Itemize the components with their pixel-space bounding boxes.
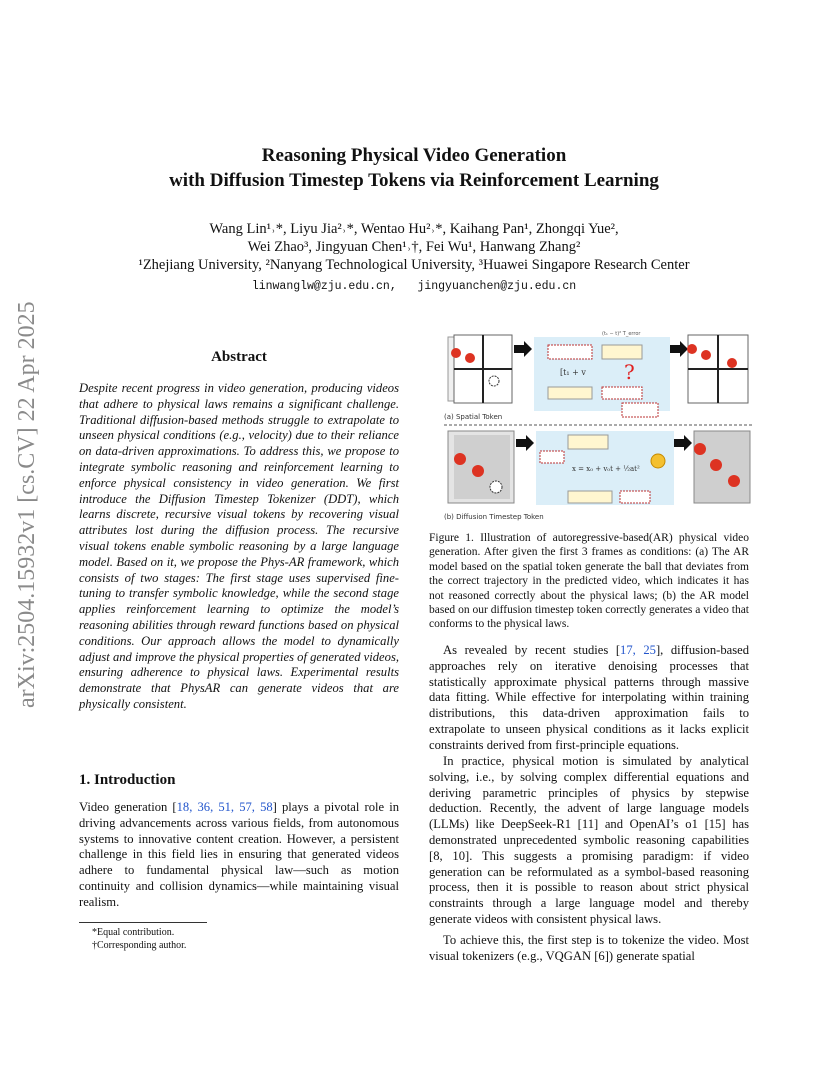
figure-caption: Figure 1. Illustration of autoregressive-based(AR) physical video generation. After given the first 3 frames as conditions: (a) The AR model based on the spatial token generate the ball that deviates from the correct trajectory in the predicted video, which indicates it has not reasoned correctly about the physical laws; (b) the AR model based on our diffusion timestep token correctly generates a video that conforms to the physical laws. (429, 532, 749, 631)
panel-a-output-frames (687, 335, 748, 403)
footnote-equal: *Equal contribution. (92, 927, 175, 938)
panel-b-label: (b) Diffusion Timestep Token (444, 513, 544, 521)
intro-text-a: Video generation [ (79, 800, 177, 814)
top-eq-label: (t₁ − t)² T_error (602, 331, 641, 337)
title-line-1: Reasoning Physical Video Generation (261, 145, 567, 166)
intro-text-b: ] plays a pivotal role in driving advancements across various fields, from autonomous systems to innovative content creation. However, a persistent challenge in this field lies in ensuring that generated videos adhere to fundamental physical law—such as motion continuity and collision dynamics—while maintaining visual realism. (79, 800, 399, 909)
abstract-heading: Abstract (211, 349, 267, 365)
intro-citations[interactable]: 18, 36, 51, 57, 58 (176, 800, 273, 814)
author-block (0, 220, 828, 296)
emails: linwanglw@zju.edu.cn, jingyuanchen@zju.edu.cn (251, 280, 577, 293)
footnote-rule (79, 922, 207, 923)
right-paragraph-2: In practice, physical motion is simulated by analytical solving, i.e., by solving complex differential equations and deriving parametric principles of physics by stepwise deduction. Recently, the advent of large language models (LLMs) like DeepSeek-R1 [11] and OpenAI’s o1 [15] has demonstrated unprecedented symbolic reasoning capabilities [8, 10]. This suggests a promising paradigm: if video generation can be reformulated as a symbol-based reasoning process, then it is possible to reason about strict physical constraints through a large language model and thereby generate videos with consistent physical laws. (429, 754, 749, 926)
authors-line-1: Wang Lin¹˒*, Liyu Jia²˒*, Wentao Hu²˒*, Kaihang Pan¹, Zhongqi Yue², (209, 221, 619, 237)
figure-illustration (444, 331, 754, 523)
arxiv-side-label: arXiv:2504.15932v1 [cs.CV] 22 Apr 2025 (14, 301, 40, 708)
panel-a-label: (a) Spatial Token (444, 413, 503, 421)
panel-b-model-box (536, 431, 674, 505)
figure-1 (444, 331, 754, 523)
title-line-2: with Diffusion Timestep Tokens via Reinforcement Learning (169, 170, 659, 191)
abstract-text: Despite recent progress in video generation, producing videos that adhere to physical laws remains a significant challenge. Traditional diffusion-based methods struggle to extrapolate to unseen physical conditions (e.g., velocity) due to their reliance on data-driven approximations. To address this, we propose to integrate symbolic reasoning and reinforcement learning to enforce physical consistency in video generation. We first introduce the Diffusion Timestep Tokenizer (DDT), which learns discrete, recursive visual tokens by recovering visual attributes lost during the diffusion process. The recursive visual tokens enable symbolic reasoning by a large language model. Based on it, we propose the Phys-AR framework, which consists of two stages: The first stage uses supervised fine-tuning to transfer symbolic knowledge, while the second stage applies reinforcement learning to optimize the model’s reasoning abilities through reward functions based on physical conditions. Our approach allows the model to dynamically adjust and improve the physical properties of generated videos, ensuring adherence to physical laws. Experimental results demonstrate that PhysAR can generate videos that are physically consistent. (79, 381, 399, 711)
intro-paragraph (79, 800, 399, 911)
right-text-a: As revealed by recent studies [ (443, 643, 621, 657)
svg-text:x = x₀ + v₀t + ½at²: x = x₀ + v₀t + ½at² (572, 465, 640, 473)
right-paragraph-3: To achieve this, the first step is to tokenize the video. Most visual tokenizers (e.g., VQGAN [6]) generate spatial (429, 933, 749, 963)
panel-a-input-frames (448, 335, 512, 403)
panel-b-input-frames (448, 431, 514, 503)
affiliations: ¹Zhejiang University, ²Nanyang Technological University, ³Huawei Singapore Research Center (138, 257, 690, 273)
intro-heading: 1. Introduction (79, 772, 176, 788)
panel-a-model-box (534, 337, 670, 417)
footnote-corresponding: †Corresponding author. (92, 940, 187, 951)
panel-b-output-frames (694, 431, 750, 503)
right-paragraph-1 (429, 643, 749, 754)
paper-title (0, 143, 828, 193)
authors-line-2: Wei Zhao³, Jingyuan Chen¹˒†, Fei Wu¹, Hanwang Zhang² (247, 239, 581, 255)
question-mark: ? (624, 360, 635, 384)
svg-text:[t₁ + v: [t₁ + v (560, 368, 586, 377)
right-text-b: ], diffusion-based approaches rely on iterative denoising processes that statistically approximate physical patterns through massive data fitting. While effective for interpolating within training distributions, this data-driven approximation fails to extrapolate to unseen physical conditions as it lacks explicit constraints derived from first-principle equations. (429, 643, 750, 752)
right-citations[interactable]: 17, 25 (620, 643, 656, 657)
